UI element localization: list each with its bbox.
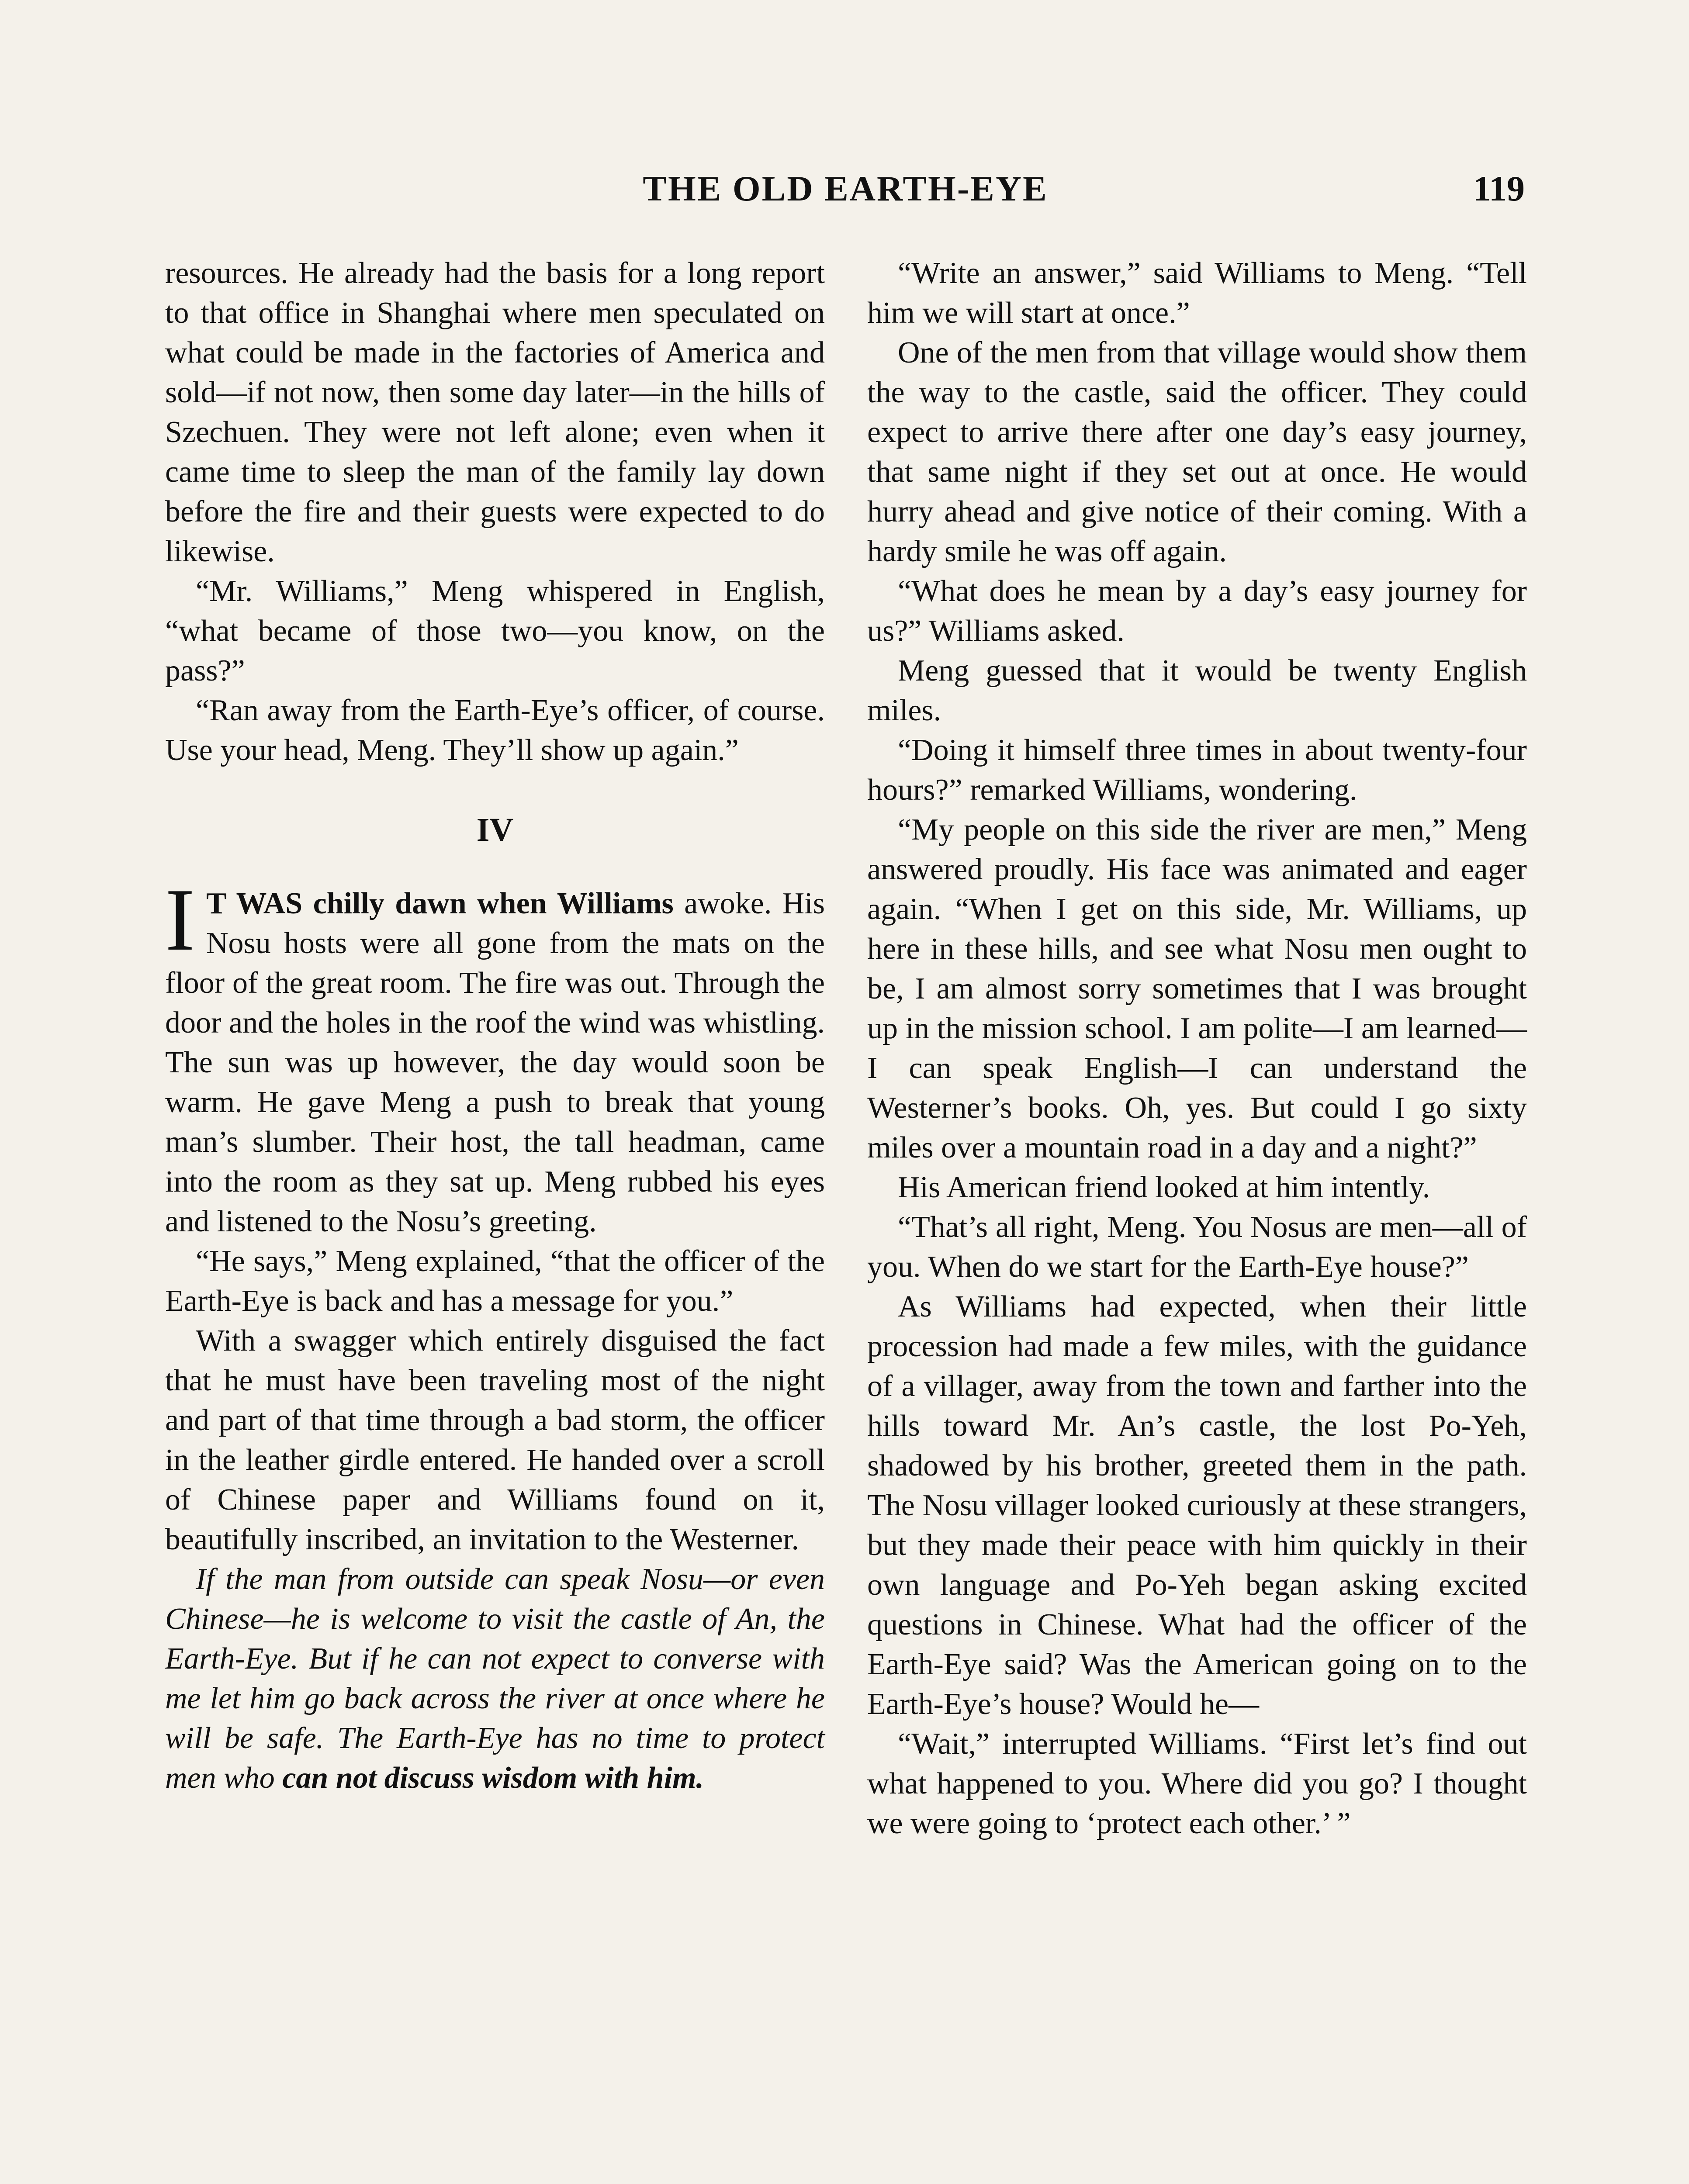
page-number: 119 <box>1473 169 1525 208</box>
right-column <box>867 253 1527 1843</box>
paragraph: One of the men from that village would show them the way to the castle, said the officer. They could expect to arrive there after one day’s easy journey, that same night if they set out at once. He would hurry ahead and give notice of their coming. With a hardy smile he was off again. <box>867 336 1527 568</box>
paragraph: “Wait,” interrupted Williams. “First let’s find out what happened to you. Where did you go? I thought we were going to ‘protect each other.’ ” <box>867 1727 1527 1840</box>
paragraph: With a swagger which entirely disguised the fact that he must have been traveling most of the night and part of that time through a bad storm, the officer in the leather girdle entered. He handed over a scroll of Chinese paper and Williams found on it, beautifully inscribed, an invitation to the Westerner. <box>165 1324 825 1556</box>
paragraph: “Doing it himself three times in about twenty-four hours?” remarked Williams, wondering. <box>867 733 1527 807</box>
paragraph-dropcap <box>165 871 825 1241</box>
lead-in: T WAS chilly dawn when Williams <box>206 887 674 920</box>
paragraph: His American friend looked at him intently. <box>898 1171 1430 1204</box>
paragraph: “Write an answer,” said Williams to Meng. “Tell him we will start at once.” <box>867 256 1527 330</box>
running-head <box>166 168 1525 212</box>
paragraph: resources. He already had the basis for a long report to that office in Shanghai where men speculated on what could be made in the factories of America and sold—if not now, then some day later—in the hills of Szechuen. They were not left alone; even when it came time to sleep the man of the family lay down before the fire and their guests were expected to do likewise. <box>165 256 825 568</box>
invitation-text: If the man from outside can speak Nosu—or even Chinese—he is welcome to visit the castle of An, the Earth-Eye. But if he can not expect to converse with me let him go back across the river at once where he will be safe. The Earth-Eye has no time to protect men who <box>165 1562 825 1795</box>
paragraph: “Mr. Williams,” Meng whispered in English, “what became of those two—you know, on the pass?” <box>165 574 825 688</box>
paragraph: As Williams had expected, when their little procession had made a few miles, with the guidance of a villager, away from the town and farther into the hills toward Mr. An’s castle, the lost Po-Yeh, shadowed by his brother, greeted them in the path. The Nosu villager looked curiously at these strangers, but they made their peace with him quickly in their own language and Po-Yeh began asking excited questions in Chinese. What had the officer of the Earth-Eye said? Was the American going on to the Earth-Eye’s house? Would he— <box>867 1290 1527 1721</box>
section-heading: IV <box>476 812 514 848</box>
invitation-last-line: can not discuss wisdom with him. <box>282 1761 704 1795</box>
paragraph: “Ran away from the Earth-Eye’s officer, of course. Use your head, Meng. They’ll show up again.” <box>165 694 825 767</box>
paragraph: Meng guessed that it would be twenty English miles. <box>867 654 1527 727</box>
paragraph: “My people on this side the river are men,” Meng answered proudly. His face was animated and eager again. “When I get on this side, Mr. Williams, up here in these hills, and see what Nosu men ought to be, I am almost sorry sometimes that I was brought up in the mission school. I am polite—I am learned—I can speak English—I can understand the Westerner’s books. Oh, yes. But could I go sixty miles over a mountain road in a day and a night?” <box>867 813 1527 1165</box>
paragraph: “That’s all right, Meng. You Nosus are men—all of you. When do we start for the Earth-Eye house?” <box>867 1210 1527 1284</box>
left-column <box>165 253 825 1798</box>
drop-cap: I <box>165 871 195 969</box>
running-title: THE OLD EARTH-EYE <box>643 169 1048 208</box>
paragraph-text: awoke. His Nosu hosts were all gone from the mats on the floor of the great room. The fire was out. Through the door and the holes in the roof the wind was whistling. The sun was up however, the day would soon be warm. He gave Meng a push to break that young man’s slumber. Their host, the tall headman, came into the room as they sat up. Meng rubbed his eyes and listened to the Nosu’s greeting. <box>165 887 825 1238</box>
paragraph: “What does he mean by a day’s easy journey for us?” Williams asked. <box>867 574 1527 648</box>
paragraph: “He says,” Meng explained, “that the officer of the Earth-Eye is back and has a message for you.” <box>165 1244 825 1318</box>
invitation-quote <box>165 1559 825 1798</box>
